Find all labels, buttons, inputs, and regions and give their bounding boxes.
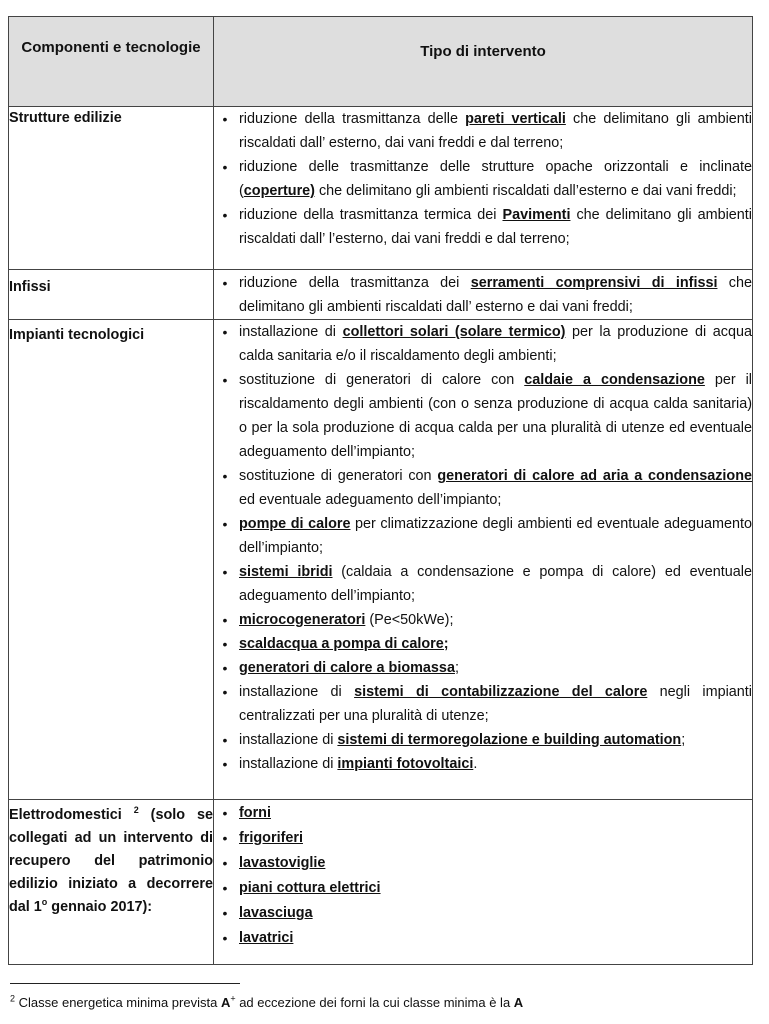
bullet-icon: •: [222, 636, 228, 652]
highlighted-term: forni: [239, 805, 271, 821]
item-text: negli impianti centralizzati per una pluralità di utenze;: [239, 684, 752, 724]
item-text: ed eventuale adeguamento dell’impianto;: [239, 492, 502, 508]
interventions-table: [8, 16, 753, 965]
highlighted-term: caldaie a condensazione: [524, 372, 705, 388]
bullet-icon: •: [222, 111, 228, 127]
footnote-plus: +: [230, 993, 236, 1004]
item-text: che delimitano gli ambienti riscaldati dall’ l’esterno, dai vani freddi e dal terreno;: [239, 207, 752, 247]
bullet-icon: •: [222, 732, 228, 748]
footnote-rule: [10, 983, 240, 984]
item-text: sostituzione di generatori con: [239, 468, 438, 484]
highlighted-term: lavastoviglie: [239, 855, 326, 871]
items-cell: [214, 270, 753, 320]
item-text: riduzione della trasmittanza termica dei: [239, 207, 503, 223]
highlighted-term: collettori solari (solare termico): [342, 324, 566, 340]
bullet-icon: •: [222, 855, 228, 871]
bullet-icon: •: [222, 612, 228, 628]
table-row: [9, 320, 753, 800]
highlighted-term: frigoriferi: [239, 830, 303, 846]
list-item: [214, 203, 752, 251]
bullet-icon: •: [222, 880, 228, 896]
list-item: [214, 728, 752, 752]
category-cell: [9, 800, 214, 965]
item-text: ;: [454, 660, 459, 676]
list-item: [214, 320, 752, 368]
list-item: [214, 368, 752, 464]
bullet-icon: •: [222, 905, 228, 921]
footnote-class: A: [220, 995, 231, 1010]
list-item: [214, 801, 752, 825]
highlighted-term: generatori di calore a biomassa: [239, 660, 455, 676]
list-item: [214, 680, 752, 728]
table-row: [9, 107, 753, 270]
item-text: che delimitano gli ambienti riscaldati dall’ esterno e dai vani freddi;: [239, 275, 753, 315]
list-item: [214, 107, 752, 155]
ordinal-mark: o: [41, 897, 48, 908]
highlighted-term: microcogeneratori: [239, 612, 366, 628]
list-item: [214, 826, 752, 850]
item-text: .: [473, 756, 478, 772]
table-row: [9, 800, 753, 965]
footnote-class: A: [513, 995, 524, 1010]
table-header-row: [9, 17, 753, 107]
item-text: installazione di: [239, 324, 343, 340]
list-item: [214, 271, 752, 319]
highlighted-term: lavasciuga: [239, 905, 313, 921]
footnote-ref: 2: [133, 805, 139, 816]
footnote: [10, 994, 523, 1012]
items-cell: [214, 107, 753, 270]
item-text: (Pe<50kWe);: [365, 612, 454, 628]
item-text: (caldaia a condensazione e pompa di calore) ed eventuale adeguamento dell’impianto;: [239, 564, 752, 604]
highlighted-term: sistemi di termoregolazione e building automation: [337, 732, 682, 748]
footnote-text: ad eccezione dei forni la cui classe minima è la: [235, 995, 514, 1010]
item-text: che delimitano gli ambienti riscaldati dall’esterno e dai vani freddi;: [314, 183, 737, 199]
bullet-icon: •: [222, 275, 228, 291]
item-text: ;: [681, 732, 686, 748]
items-cell: [214, 800, 753, 965]
item-text: installazione di: [239, 684, 355, 700]
list-item: [214, 656, 752, 680]
item-text: per la produzione di acqua calda sanitaria e/o il riscaldamento degli ambienti;: [239, 324, 753, 364]
highlighted-term: scaldacqua a pompa di calore;: [239, 636, 449, 652]
bullet-icon: •: [222, 930, 228, 946]
list-item: [214, 901, 752, 925]
bullet-icon: •: [222, 324, 228, 340]
bullet-icon: •: [222, 830, 228, 846]
bullet-icon: •: [222, 468, 228, 484]
footnote-text: Classe energetica minima prevista: [15, 995, 221, 1010]
highlighted-term: generatori di calore ad aria a condensazione: [437, 468, 752, 484]
bullet-icon: •: [222, 756, 228, 772]
list-item: [214, 752, 752, 776]
highlighted-term: pareti verticali: [465, 111, 566, 127]
category-cell: Impianti tecnologici: [9, 320, 214, 800]
category-text: Elettrodomestici: [9, 807, 134, 823]
bullet-icon: •: [222, 516, 228, 532]
highlighted-term: piani cottura elettrici: [239, 880, 381, 896]
item-text: riduzione della trasmittanza delle: [239, 111, 466, 127]
bullet-icon: •: [222, 372, 228, 388]
list-item: [214, 512, 752, 560]
bullet-icon: •: [222, 207, 228, 223]
header-components: Componenti e tecnologie: [9, 17, 214, 107]
item-text: installazione di: [239, 756, 338, 772]
item-text: riduzione delle trasmittanze delle strutture opache orizzontali e inclinate (: [239, 159, 752, 199]
list-item: [214, 560, 752, 608]
category-cell: Strutture edilizie: [9, 107, 214, 270]
list-item: [214, 464, 752, 512]
list-item: [214, 632, 752, 656]
list-item: [214, 926, 752, 950]
item-text: installazione di: [239, 732, 338, 748]
list-item: [214, 608, 752, 632]
header-intervention-type: Tipo di intervento: [214, 17, 753, 107]
category-text: (solo se collegati ad un intervento di recupero del patrimonio edilizio iniziato a decorrere dal 1: [9, 807, 213, 915]
bullet-icon: •: [222, 660, 228, 676]
highlighted-term: Pavimenti: [502, 207, 571, 223]
bullet-icon: •: [222, 684, 228, 700]
category-cell: Infissi: [9, 270, 214, 320]
highlighted-term: lavatrici: [239, 930, 294, 946]
highlighted-term: serramenti comprensivi di infissi: [470, 275, 718, 291]
bullet-icon: •: [222, 805, 228, 821]
list-item: [214, 155, 752, 203]
highlighted-term: coperture): [243, 183, 315, 199]
category-text: gennaio 2017):: [47, 899, 153, 915]
items-cell: [214, 320, 753, 800]
item-text: riduzione della trasmittanza dei: [239, 275, 471, 291]
bullet-icon: •: [222, 159, 228, 175]
item-text: per climatizzazione degli ambienti ed eventuale adeguamento dell’impianto;: [239, 516, 753, 556]
highlighted-term: impianti fotovoltaici: [337, 756, 474, 772]
highlighted-term: pompe di calore: [239, 516, 351, 532]
list-item: [214, 876, 752, 900]
highlighted-term: sistemi di contabilizzazione del calore: [354, 684, 648, 700]
highlighted-term: sistemi ibridi: [239, 564, 333, 580]
item-text: per il riscaldamento degli ambienti (con o senza produzione di acqua calda sanitaria) o per la sola produzione di acqua calda per una pluralità di utenze ed eventuale adeguamento dell’impianto;: [239, 372, 752, 460]
bullet-icon: •: [222, 564, 228, 580]
table-row: [9, 270, 753, 320]
footnote-number: 2: [10, 993, 16, 1004]
list-item: [214, 851, 752, 875]
item-text: sostituzione di generatori di calore con: [239, 372, 525, 388]
item-text: che delimitano gli ambienti riscaldati dall’ esterno, dai vani freddi e dal terreno;: [239, 111, 752, 151]
